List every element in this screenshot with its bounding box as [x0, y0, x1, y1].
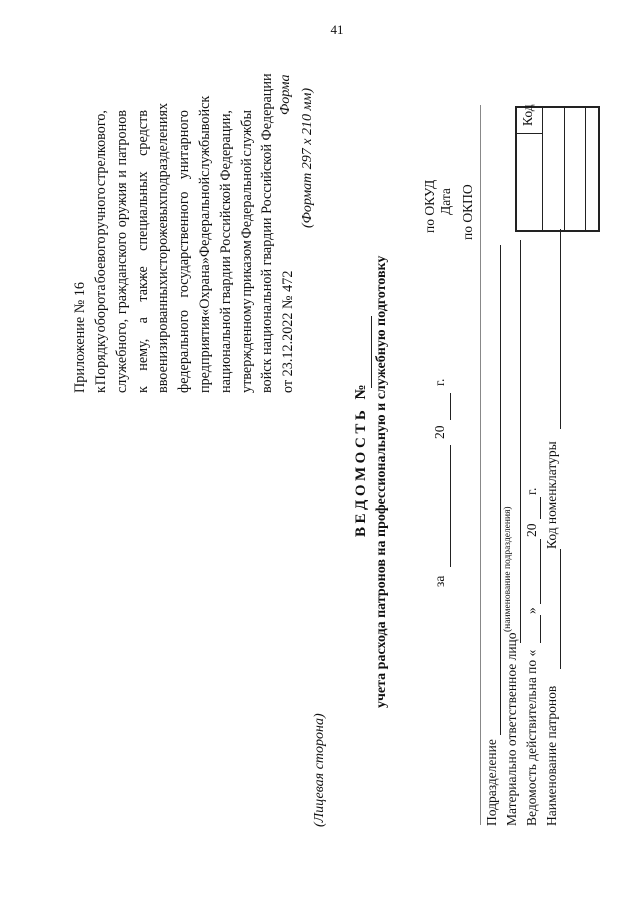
appendix-word: сторожевых	[155, 198, 172, 272]
appendix-word: национальной	[217, 306, 234, 393]
document-title: ВЕДОМОСТЬ №	[353, 380, 369, 537]
appendix-word: подразделениях	[155, 102, 172, 199]
appendix-word: оборота	[93, 284, 109, 333]
appendix-word: гражданского	[113, 231, 130, 315]
appendix-line	[278, 271, 299, 393]
period-za: за	[432, 575, 447, 587]
appendix-word: унитарного	[176, 110, 193, 180]
nomenclature-label: Код номенклатуры	[544, 441, 559, 549]
appendix-word: боевого	[93, 236, 109, 284]
appendix-word: Федеральной	[238, 158, 255, 239]
valid-day-line	[540, 615, 541, 643]
appendix-line	[216, 110, 237, 393]
appendix-line	[174, 110, 195, 393]
period-line	[450, 445, 451, 567]
appendix-word: Российской	[217, 183, 234, 254]
appendix-word: нему,	[134, 338, 151, 371]
appendix-word: государственного	[176, 191, 193, 298]
title-number-line	[371, 316, 372, 388]
subdivision-line	[500, 245, 501, 735]
side-label: (Лицевая сторона)	[312, 713, 327, 827]
code-header-divider	[517, 133, 542, 134]
code-table	[515, 106, 600, 232]
appendix-word: предприятия	[197, 315, 213, 393]
appendix-word: в	[155, 386, 172, 393]
appendix-word: средств	[134, 110, 151, 156]
period-year-suffix: г.	[432, 378, 447, 386]
code-header: Код	[520, 104, 535, 126]
appendix-word: от 23.12.2022 № 472	[280, 270, 297, 393]
nomenclature-line	[560, 229, 561, 429]
appendix-line	[153, 102, 174, 393]
appendix-word: службы	[197, 130, 213, 177]
valid-year-suffix: г.	[524, 487, 539, 495]
appendix-word: а	[134, 317, 151, 324]
form-label: Форма	[278, 74, 293, 115]
cartridges-line	[560, 549, 561, 669]
appendix-line	[112, 110, 133, 393]
appendix-heading: Приложение № 16	[72, 282, 88, 393]
okpo-label: по ОКПО	[460, 184, 475, 240]
appendix-word: Федеральной	[197, 176, 213, 258]
subdivision-hint: (наименование подразделения)	[503, 506, 513, 632]
appendix-word: службы	[238, 110, 255, 157]
valid-month-line	[540, 539, 541, 604]
subdivision-label: Подразделение	[484, 739, 499, 826]
appendix-word: военизированных	[155, 278, 172, 387]
appendix-line	[133, 110, 154, 393]
appendix-line	[195, 95, 216, 393]
code-row-date	[564, 108, 565, 230]
date-label: Дата	[438, 188, 453, 215]
appendix-line	[91, 110, 112, 393]
valid-quote-close: »	[524, 607, 539, 614]
appendix-word: утвержденному	[238, 298, 255, 393]
appendix-word: к	[134, 386, 151, 393]
appendix-word: и	[113, 170, 130, 178]
appendix-word: ручного	[93, 187, 109, 236]
appendix-word: специальных	[134, 171, 151, 251]
period-year-line	[450, 393, 451, 420]
appendix-word: также	[134, 266, 151, 302]
appendix-word: Федерации,	[217, 110, 234, 181]
okud-label: по ОКУД	[422, 179, 437, 233]
appendix-word: служебного,	[113, 318, 130, 393]
code-row-okud	[542, 108, 543, 230]
format-label: (Формат 297 х 210 мм)	[300, 87, 315, 228]
appendix-word: и	[155, 271, 172, 279]
appendix-word: к	[93, 386, 109, 393]
valid-until-label: Ведомость действительна по «	[524, 649, 539, 826]
responsible-line	[520, 240, 521, 643]
appendix-word: стрелкового,	[93, 110, 109, 187]
rotated-form	[0, 65, 560, 905]
appendix-line	[237, 110, 258, 393]
appendix-word: приказом	[238, 240, 255, 297]
appendix-word: оружия	[113, 182, 130, 228]
appendix-word: войск национальной гвардии Российской Федерации	[259, 73, 276, 393]
code-row-okpo	[585, 108, 586, 230]
section-rule	[480, 105, 481, 825]
appendix-word: Порядку	[93, 333, 109, 386]
appendix-word: войск	[197, 95, 213, 131]
appendix-line	[257, 73, 278, 393]
appendix-word: «Охрана»	[197, 257, 213, 316]
valid-year-line	[540, 497, 541, 519]
cartridges-label: Наименование патронов	[544, 685, 559, 826]
responsible-label: Материально ответственное лицо	[504, 632, 519, 826]
valid-year: 20	[524, 523, 539, 537]
appendix-word: патронов	[113, 110, 130, 166]
appendix-word: гвардии	[217, 256, 234, 305]
period-year: 20	[432, 425, 447, 439]
appendix-word: федерального	[176, 309, 193, 393]
page-number: 41	[330, 22, 344, 37]
document-subtitle: учета расхода патронов на профессиональную и служебную подготовку	[374, 255, 389, 708]
